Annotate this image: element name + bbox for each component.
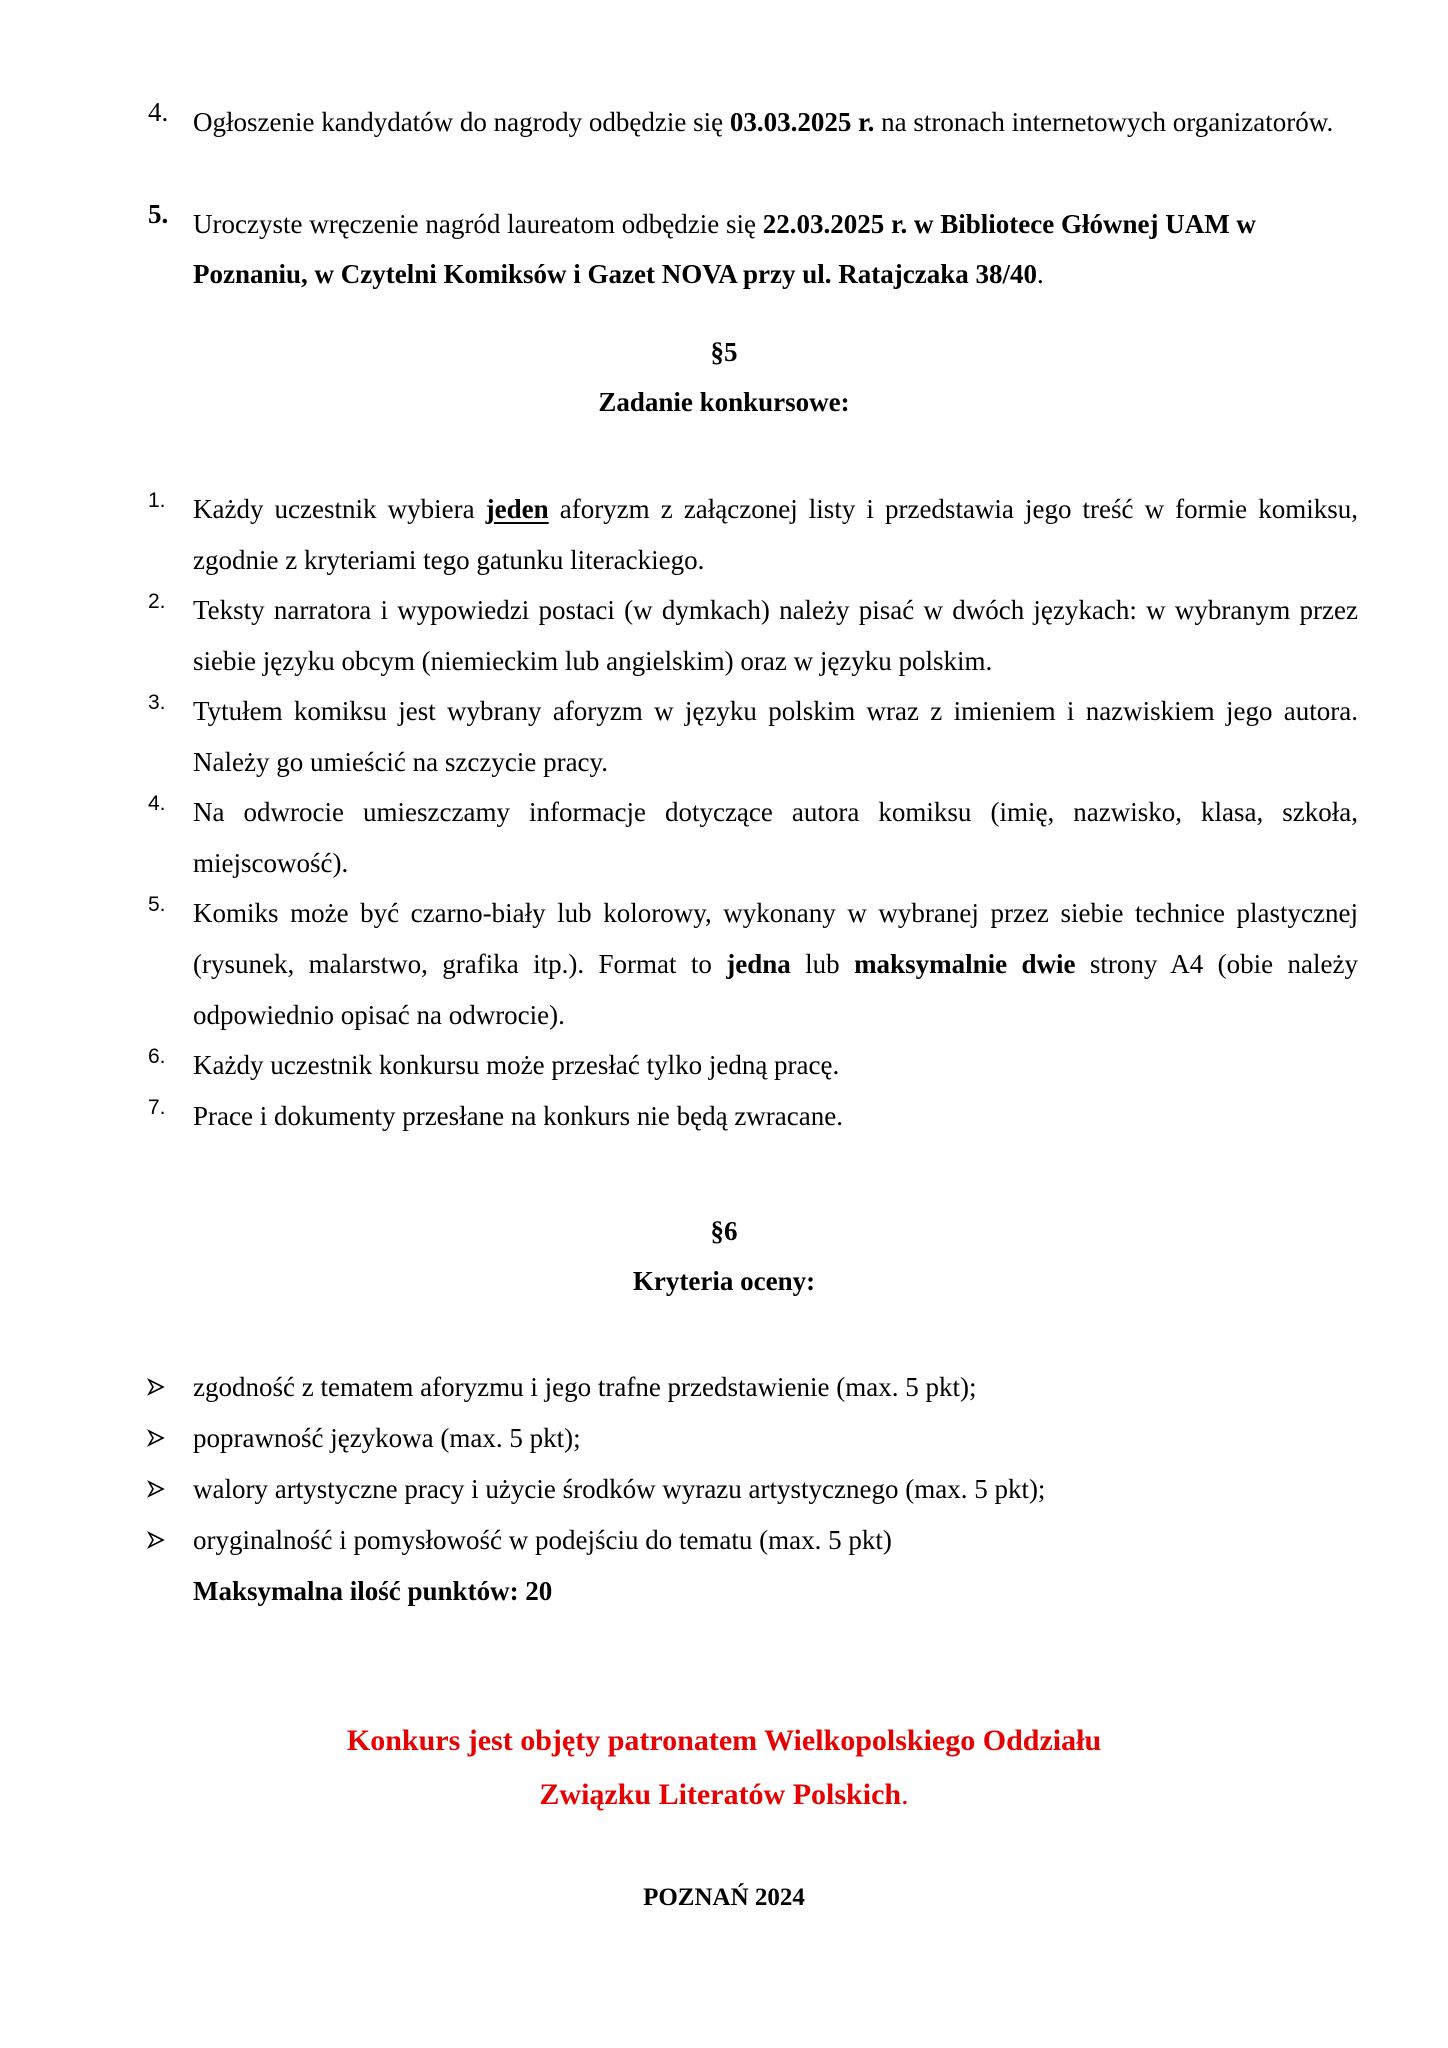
- list-item-text: Na odwrocie umieszczamy informacje dotyczące autora komiksu (imię, nazwisko, klasa, szkoła, miejscowość).: [193, 797, 1358, 878]
- patronage-line-1: Konkurs jest objęty patronatem Wielkopolskiego Oddziału: [346, 1724, 1102, 1757]
- section-title: Kryteria oceny:: [632, 1266, 816, 1296]
- list-number: 6.: [148, 1045, 166, 1068]
- arrow-bullet-icon: [147, 1429, 177, 1447]
- list-number: 4.: [148, 792, 166, 815]
- list-item-text: Komiks może być czarno-biały lub kolorowy, wykonany w wybranej przez siebie technice plastycznej (rysunek, malarstwo, grafika itp.). Format to jedna lub maksymalnie dwie strony A4 (obie należy odpowiednio opisać na odwrocie).: [193, 898, 1358, 1030]
- list-number: 5.: [148, 199, 169, 229]
- section-number: §5: [710, 337, 738, 367]
- list-item-text: Teksty narratora i wypowiedzi postaci (w dymkach) należy pisać w dwóch językach: w wybranym przez siebie języku obcym (niemieckim lub angielskim) oraz w języku polskim.: [193, 595, 1358, 676]
- list-item-text: Tytułem komiksu jest wybrany aforyzm w języku polskim wraz z imieniem i nazwiskiem jego autora. Należy go umieścić na szczycie pracy.: [193, 696, 1358, 777]
- list-number: 5.: [148, 893, 166, 916]
- arrow-bullet-icon: [147, 1480, 177, 1498]
- list-item-text: Uroczyste wręczenie nagród laureatom odbędzie się 22.03.2025 r. w Bibliotece Głównej UAM w Poznaniu, w Czytelni Komiksów i Gazet NOVA przy ul. Ratajczaka 38/40.: [193, 209, 1256, 289]
- list-item-text: Prace i dokumenty przesłane na konkurs nie będą zwracane.: [193, 1101, 843, 1131]
- criteria-item: zgodność z tematem aforyzmu i jego trafne przedstawienie (max. 5 pkt);: [193, 1372, 977, 1402]
- list-number: 1.: [148, 489, 166, 512]
- list-number: 7.: [148, 1096, 166, 1119]
- footer-place-year: POZNAŃ 2024: [643, 1884, 805, 1911]
- criteria-item: poprawność językowa (max. 5 pkt);: [193, 1423, 581, 1453]
- patronage-line-2: Związku Literatów Polskich.: [539, 1778, 909, 1811]
- list-number: 4.: [148, 97, 169, 127]
- list-item-text: Ogłoszenie kandydatów do nagrody odbędzie się 03.03.2025 r. na stronach internetowych organizatorów.: [193, 107, 1334, 137]
- criteria-item: walory artystyczne pracy i użycie środków wyrazu artystycznego (max. 5 pkt);: [193, 1474, 1046, 1504]
- max-points: Maksymalna ilość punktów: 20: [193, 1576, 553, 1606]
- list-number: 2.: [148, 590, 166, 613]
- list-item-text: Każdy uczestnik wybiera jeden aforyzm z załączonej listy i przedstawia jego treść w formie komiksu, zgodnie z kryteriami tego gatunku literackiego.: [193, 494, 1358, 575]
- list-number: 3.: [148, 691, 166, 714]
- criteria-item: oryginalność i pomysłowość w podejściu do tematu (max. 5 pkt): [193, 1525, 892, 1555]
- arrow-bullet-icon: [147, 1378, 177, 1396]
- list-item-text: Każdy uczestnik konkursu może przesłać tylko jedną pracę.: [193, 1050, 840, 1080]
- section-number: §6: [710, 1216, 738, 1246]
- section-title: Zadanie konkursowe:: [598, 387, 850, 417]
- arrow-bullet-icon: [147, 1531, 177, 1549]
